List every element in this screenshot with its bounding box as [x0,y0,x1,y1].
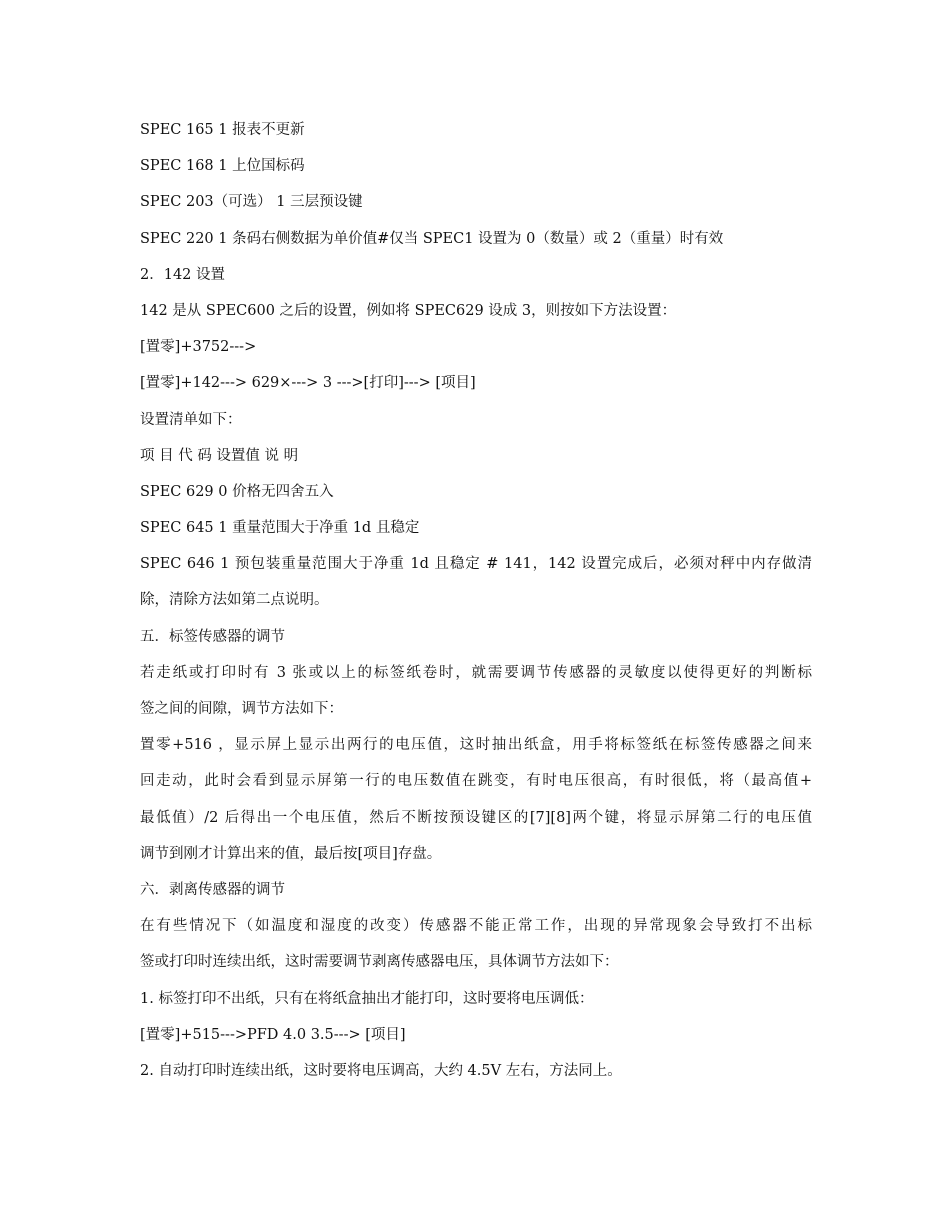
section-heading: 六．剥离传感器的调节 [140,881,285,898]
list-item: 2. 自动打印时连续出纸，这时要将电压调高，大约 4.5V 左右，方法同上。 [140,1062,622,1079]
text-line: 签之间的间隙，调节方法如下： [140,701,343,717]
section-heading: 2．142 设置 [140,266,226,283]
list-item: 1. 标签打印不出纸，只有在将纸盒抽出才能打印，这时要将电压调低： [140,990,594,1007]
text-line: SPEC 165 1 报表不更新 [140,122,305,138]
text-line: 除，清除方法如第二点说明。 [140,592,329,609]
text-line: SPEC 645 1 重量范围大于净重 1d 且稳定 [140,520,420,537]
text-line: 最低值）/2 后得出一个电压值，然后不断按预设键区的[7][8]两个键，将显示屏第二行的电压值 [140,809,812,826]
text-line: 调节到刚才计算出来的值，最后按[项目]存盘。 [140,845,442,862]
text-line: SPEC 203（可选） 1 三层预设键 [140,194,363,211]
table-header: 项 目 代 码 设置值 说 明 [140,447,299,464]
command-line: [置零]+3752---> [140,339,257,356]
text-line: 在有些情况下（如温度和湿度的改变）传感器不能正常工作，出现的异常现象会导致打不出标 [140,918,812,935]
text-line: SPEC 168 1 上位国标码 [140,158,305,175]
text-line: SPEC 629 0 价格无四舍五入 [140,483,334,500]
text-line: SPEC 646 1 预包装重量范围大于净重 1d 且稳定 # 141，142 设置完成后，必须对秤中内存做清 [140,556,812,573]
text-line: 设置清单如下： [140,411,242,428]
text-line: 若走纸或打印时有 3 张或以上的标签纸卷时，就需要调节传感器的灵敏度以使得更好的判断标 [140,664,812,681]
text-line: 置零+516 ，显示屏上显示出两行的电压值，这时抽出纸盒，用手将标签纸在标签传感器之间来 [140,737,812,754]
command-line: [置零]+142---> 629×---> 3 --->[打印]---> [项目] [140,375,476,392]
text-line: SPEC 220 1 条码右侧数据为单价值#仅当 SPEC1 设置为 0（数量）或 2（重量）时有效 [140,230,724,247]
command-line: [置零]+515--->PFD 4.0 3.5---> [项目] [140,1026,406,1043]
document-body [140,118,812,1095]
section-heading: 五．标签传感器的调节 [140,628,285,645]
text-line: 签或打印时连续出纸，这时需要调节剥离传感器电压，具体调节方法如下： [140,954,619,971]
text-line: 回走动，此时会看到显示屏第一行的电压数值在跳变，有时电压很高，有时很低，将（最高值+ [140,773,812,790]
text-line: 142 是从 SPEC600 之后的设置，例如将 SPEC629 设成 3，则按如下方法设置： [140,302,677,319]
